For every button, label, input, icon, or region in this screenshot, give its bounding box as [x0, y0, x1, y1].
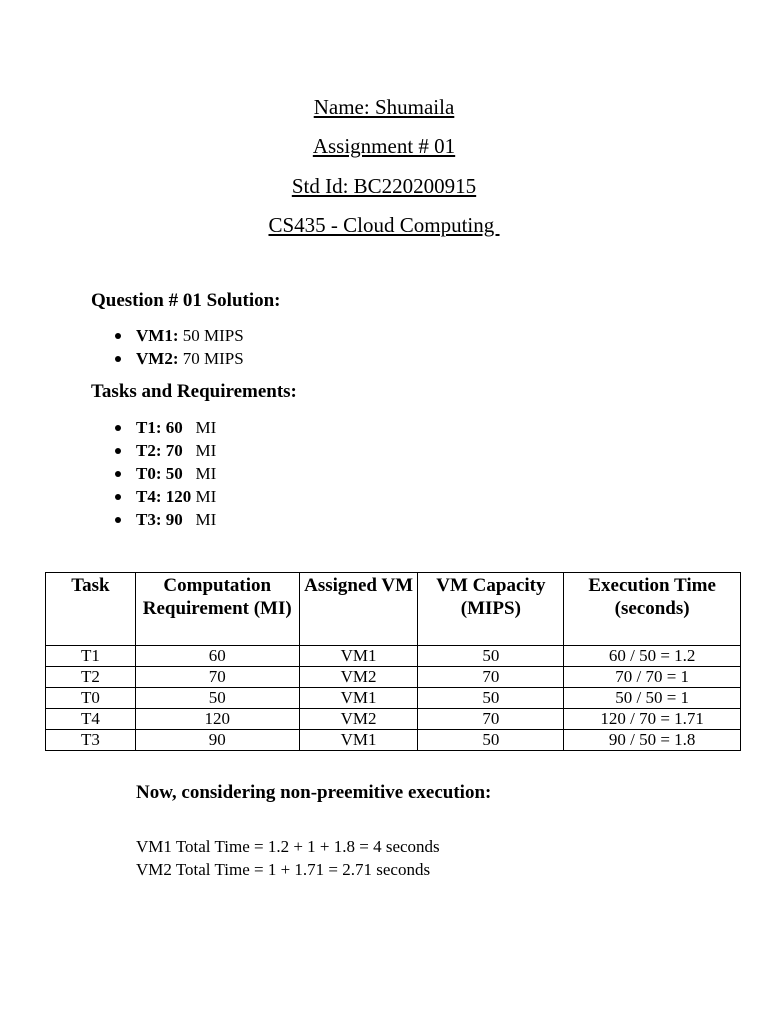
table-cell: 70: [418, 709, 564, 730]
table-cell: T2: [46, 667, 136, 688]
table-header-row: [46, 573, 741, 646]
table-cell: VM2: [299, 667, 418, 688]
list-item: T2: 70 MI: [112, 439, 216, 462]
list-item: T3: 90 MI: [112, 508, 216, 531]
vm1-total-time: VM1 Total Time = 1.2 + 1 + 1.8 = 4 seconds: [136, 837, 440, 856]
column-header-task: Task: [46, 573, 136, 646]
table-cell: VM1: [299, 646, 418, 667]
assignment-number: Assignment # 01: [312, 134, 456, 158]
list-item: VM2: 70 MIPS: [112, 347, 244, 370]
table-row: [46, 730, 741, 751]
column-header-assigned-vm: Assigned VM: [299, 573, 418, 646]
table-cell: VM2: [299, 709, 418, 730]
table-row: [46, 667, 741, 688]
table-cell: 60 / 50 = 1.2: [564, 646, 741, 667]
list-item: VM1: 50 MIPS: [112, 324, 244, 347]
vm-list: [112, 324, 244, 370]
table-cell: 120: [135, 709, 299, 730]
vm2-total-time: VM2 Total Time = 1 + 1.71 = 2.71 seconds: [136, 860, 431, 879]
table-row: [46, 709, 741, 730]
table-cell: 50 / 50 = 1: [564, 688, 741, 709]
student-id: Std Id: BC220200915: [291, 174, 477, 198]
column-header-vm-capacity: VM Capacity (MIPS): [418, 573, 564, 646]
table-cell: 70: [135, 667, 299, 688]
student-name: Name: Shumaila: [313, 95, 455, 119]
table-cell: 50: [135, 688, 299, 709]
table-cell: 50: [418, 646, 564, 667]
table-cell: T1: [46, 646, 136, 667]
table-cell: VM1: [299, 730, 418, 751]
table-cell: VM1: [299, 688, 418, 709]
list-item: T4: 120 MI: [112, 485, 216, 508]
table-cell: T0: [46, 688, 136, 709]
table-row: [46, 646, 741, 667]
list-item: T1: 60 MI: [112, 416, 216, 439]
table-cell: T3: [46, 730, 136, 751]
column-header-execution-time: Execution Time (seconds): [564, 573, 741, 646]
table-cell: 70 / 70 = 1: [564, 667, 741, 688]
table-cell: 90: [135, 730, 299, 751]
question-heading: Question # 01 Solution:: [91, 290, 281, 311]
table-cell: 50: [418, 730, 564, 751]
conclusion-heading: Now, considering non-preemitive execution:: [136, 782, 492, 803]
course-title: CS435 - Cloud Computing: [268, 213, 500, 237]
table-cell: T4: [46, 709, 136, 730]
column-header-computation: Computation Requirement (MI): [135, 573, 299, 646]
tasks-heading: Tasks and Requirements:: [91, 381, 297, 402]
table-cell: 70: [418, 667, 564, 688]
table-cell: 50: [418, 688, 564, 709]
table-cell: 120 / 70 = 1.71: [564, 709, 741, 730]
table-cell: 90 / 50 = 1.8: [564, 730, 741, 751]
task-list: [112, 416, 216, 531]
list-item: T0: 50 MI: [112, 462, 216, 485]
table-row: [46, 688, 741, 709]
task-assignment-table: [45, 572, 741, 751]
table-cell: 60: [135, 646, 299, 667]
